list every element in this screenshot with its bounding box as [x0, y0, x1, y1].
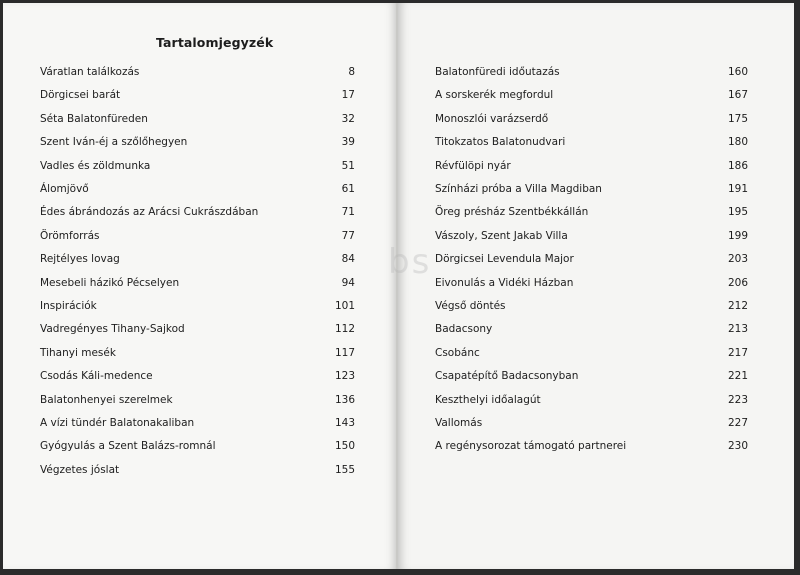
toc-entry-title: Gyógyulás a Szent Balázs-romnál	[40, 440, 216, 453]
toc-list-right	[398, 3, 794, 569]
toc-entry-page: 51	[341, 159, 355, 172]
toc-entry-title: Csodás Káli-medence	[40, 370, 153, 383]
toc-entry-title: Csapatépítő Badacsonyban	[435, 370, 579, 383]
toc-entry-title: Balatonfüredi időutazás	[435, 66, 560, 78]
toc-title: Tartalomjegyzék	[156, 35, 274, 50]
toc-entry-title: Végzetes jóslat	[40, 463, 120, 476]
toc-entry-title: Színházi próba a Villa Magdiban	[435, 183, 602, 195]
toc-entry-page: 77	[341, 229, 355, 242]
toc-entry-page: 167	[727, 89, 748, 102]
toc-entry-title: A regénysorozat támogató partnerei	[435, 440, 627, 453]
toc-entry-page: 101	[334, 300, 355, 312]
toc-entry-title: Végső döntés	[435, 300, 506, 312]
toc-entry-title: Váratlan találkozás	[40, 66, 140, 78]
toc-entry-page: 175	[727, 112, 748, 125]
toc-entry-title: Édes ábrándozás az Arácsi Cukrászdában	[40, 206, 259, 219]
toc-entry-page: 186	[727, 159, 748, 172]
toc-entry-title: Szent Iván-éj a szőlőhegyen	[40, 136, 188, 149]
toc-entry-page: 123	[334, 370, 355, 383]
toc-entry-title: A sorskerék megfordul	[435, 89, 554, 102]
toc-entry-page: 213	[727, 323, 748, 336]
toc-entry-page: 191	[727, 183, 748, 195]
toc-entry-title: A vízi tündér Balatonakaliban	[40, 417, 195, 429]
toc-entry-page: 39	[341, 136, 355, 149]
right-page	[398, 3, 794, 569]
toc-entry-page: 112	[334, 323, 355, 336]
toc-entry-title: Csobánc	[435, 346, 480, 359]
toc-entry-page: 8	[348, 66, 355, 78]
toc-entry-page: 180	[727, 136, 748, 149]
toc-entry-page: 84	[341, 253, 355, 266]
left-page	[3, 3, 397, 569]
toc-entry-page: 221	[727, 370, 748, 383]
toc-entry-page: 160	[727, 66, 748, 78]
toc-entry-title: Vallomás	[435, 417, 483, 429]
toc-entry-title: Mesebeli házikó Pécselyen	[40, 276, 180, 289]
toc-entry-title: Dörgicsei Levendula Major	[435, 253, 574, 266]
toc-entry-title: Balatonhenyei szerelmek	[40, 393, 173, 406]
toc-entry-page: 150	[334, 440, 355, 453]
toc-entry-page: 195	[727, 206, 748, 219]
toc-entry-title: Vadles és zöldmunka	[40, 159, 151, 172]
toc-entry-page: 143	[334, 417, 355, 429]
toc-entry-title: Vászoly, Szent Jakab Villa	[435, 229, 568, 242]
toc-entry-page: 32	[341, 112, 355, 125]
toc-entry-page: 206	[727, 276, 748, 289]
toc-entry-page: 117	[334, 346, 355, 359]
watermark: bs	[388, 242, 432, 282]
toc-entry-title: Eivonulás a Vidéki Házban	[435, 276, 574, 289]
toc-entry-title: Titokzatos Balatonudvari	[435, 136, 566, 149]
toc-entry-page: 155	[334, 463, 355, 476]
toc-entry-title: Badacsony	[435, 323, 493, 336]
toc-entry-page: 61	[341, 183, 355, 195]
toc-entry-title: Séta Balatonfüreden	[40, 112, 148, 125]
toc-entry-title: Álomjövő	[40, 183, 89, 195]
toc-entry-page: 227	[727, 417, 748, 429]
toc-entry-page: 17	[341, 89, 355, 102]
toc-entry-title: Rejtélyes lovag	[40, 253, 120, 266]
toc-entry-page: 203	[727, 253, 748, 266]
toc-entry-page: 217	[727, 346, 748, 359]
toc-entry-title: Monoszlói varázserdő	[435, 112, 549, 125]
toc-entry-title: Dörgicsei barát	[40, 89, 121, 102]
toc-entry-title: Révfülöpi nyár	[435, 159, 511, 172]
toc-list-left	[3, 3, 397, 569]
toc-entry-page: 94	[341, 276, 355, 289]
toc-entry-title: Keszthelyi időalagút	[435, 393, 541, 406]
toc-entry-page: 199	[727, 229, 748, 242]
toc-entry-title: Örömforrás	[40, 229, 100, 242]
toc-entry-page: 212	[727, 300, 748, 312]
toc-entry-title: Vadregényes Tihany-Sajkod	[40, 323, 185, 336]
toc-entry-page: 71	[341, 206, 355, 219]
toc-entry-title: Inspirációk	[40, 300, 97, 312]
toc-entry-title: Tihanyi mesék	[40, 346, 116, 359]
toc-entry-page: 223	[727, 393, 748, 406]
toc-entry-page: 136	[334, 393, 355, 406]
toc-entry-page: 230	[727, 440, 748, 453]
toc-entry-title: Öreg présház Szentbékkállán	[435, 206, 589, 219]
